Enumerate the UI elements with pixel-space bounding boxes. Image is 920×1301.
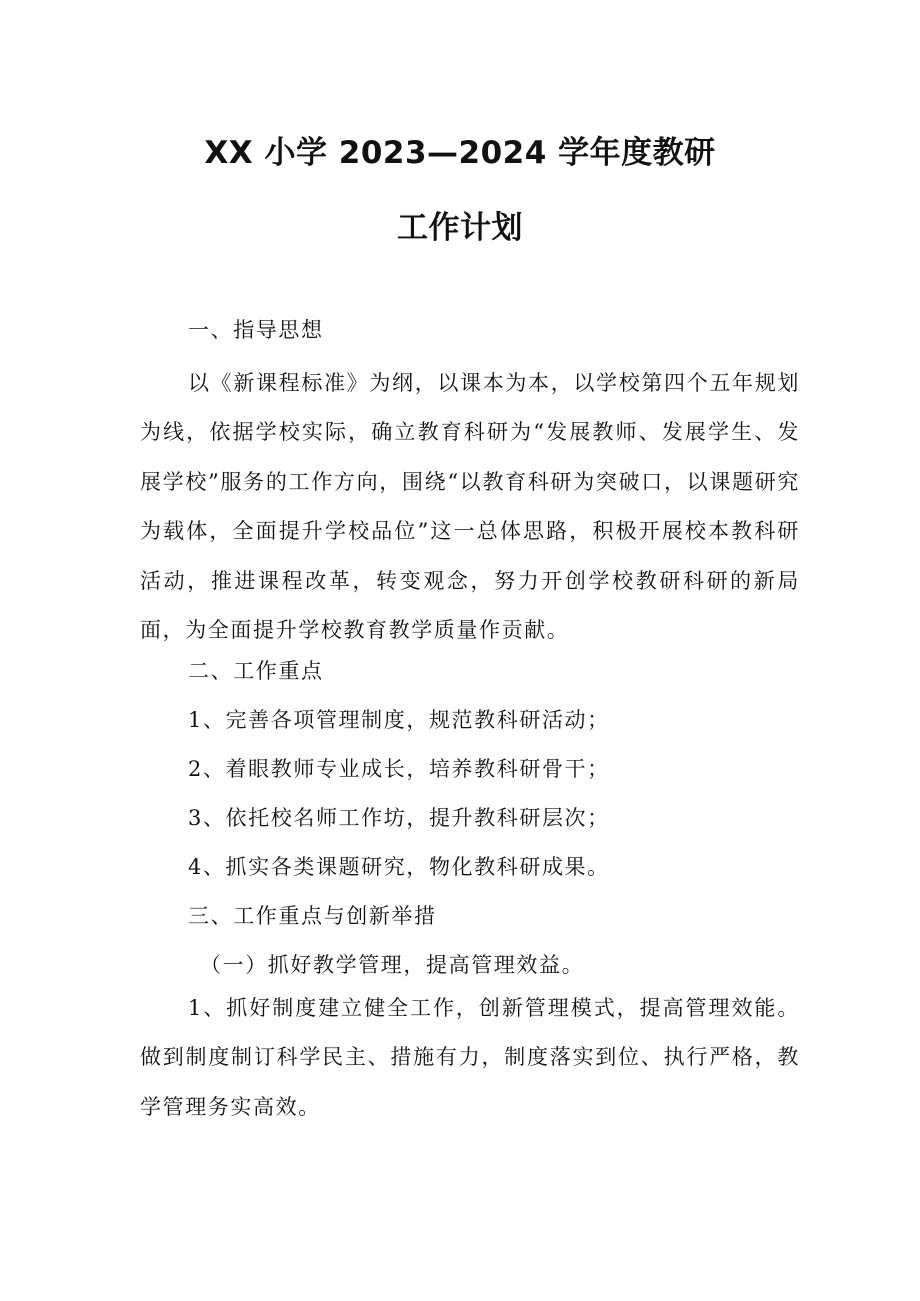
focus-item: 2、着眼教师专业成长，培养教科研骨干； bbox=[188, 757, 610, 781]
document-title-line-2: 工作计划 bbox=[397, 210, 523, 246]
document-title-line-1: XX 小学 2023—2024 学年度教研 bbox=[204, 135, 716, 171]
subsection-heading-teaching-management: （一）抓好教学管理，提高管理效益。 bbox=[200, 953, 585, 977]
focus-item: 3、依托校名师工作坊，提升教科研层次； bbox=[188, 806, 610, 830]
section-heading-work-focus: 二、工作重点 bbox=[188, 659, 324, 683]
management-item-paragraph: 1、抓好制度建立健全工作，创新管理模式，提高管理效能。做到制度制订科学民主、措施有力，制度落实到位、执行严格，教学管理务实高效。 bbox=[140, 996, 800, 1119]
section-heading-guiding-thought: 一、指导思想 bbox=[188, 318, 324, 342]
section-heading-measures: 三、工作重点与创新举措 bbox=[188, 904, 437, 928]
guiding-thought-paragraph: 以《新课程标准》为纲，以课本为本，以学校第四个五年规划为线，依据学校实际，确立教育科研为“发展教师、发展学生、发展学校”服务的工作方向，围绕“以教育科研为突破口，以课题研究为载体，全面提升学校品位”这一总体思路，积极开展校本教科研活动，推进课程改革，转变观念，努力开创学校教研科研的新局面，为全面提升学校教育教学质量作贡献。 bbox=[140, 371, 800, 643]
focus-item: 1、完善各项管理制度，规范教科研活动； bbox=[188, 708, 610, 732]
focus-item: 4、抓实各类课题研究，物化教科研成果。 bbox=[188, 855, 610, 879]
